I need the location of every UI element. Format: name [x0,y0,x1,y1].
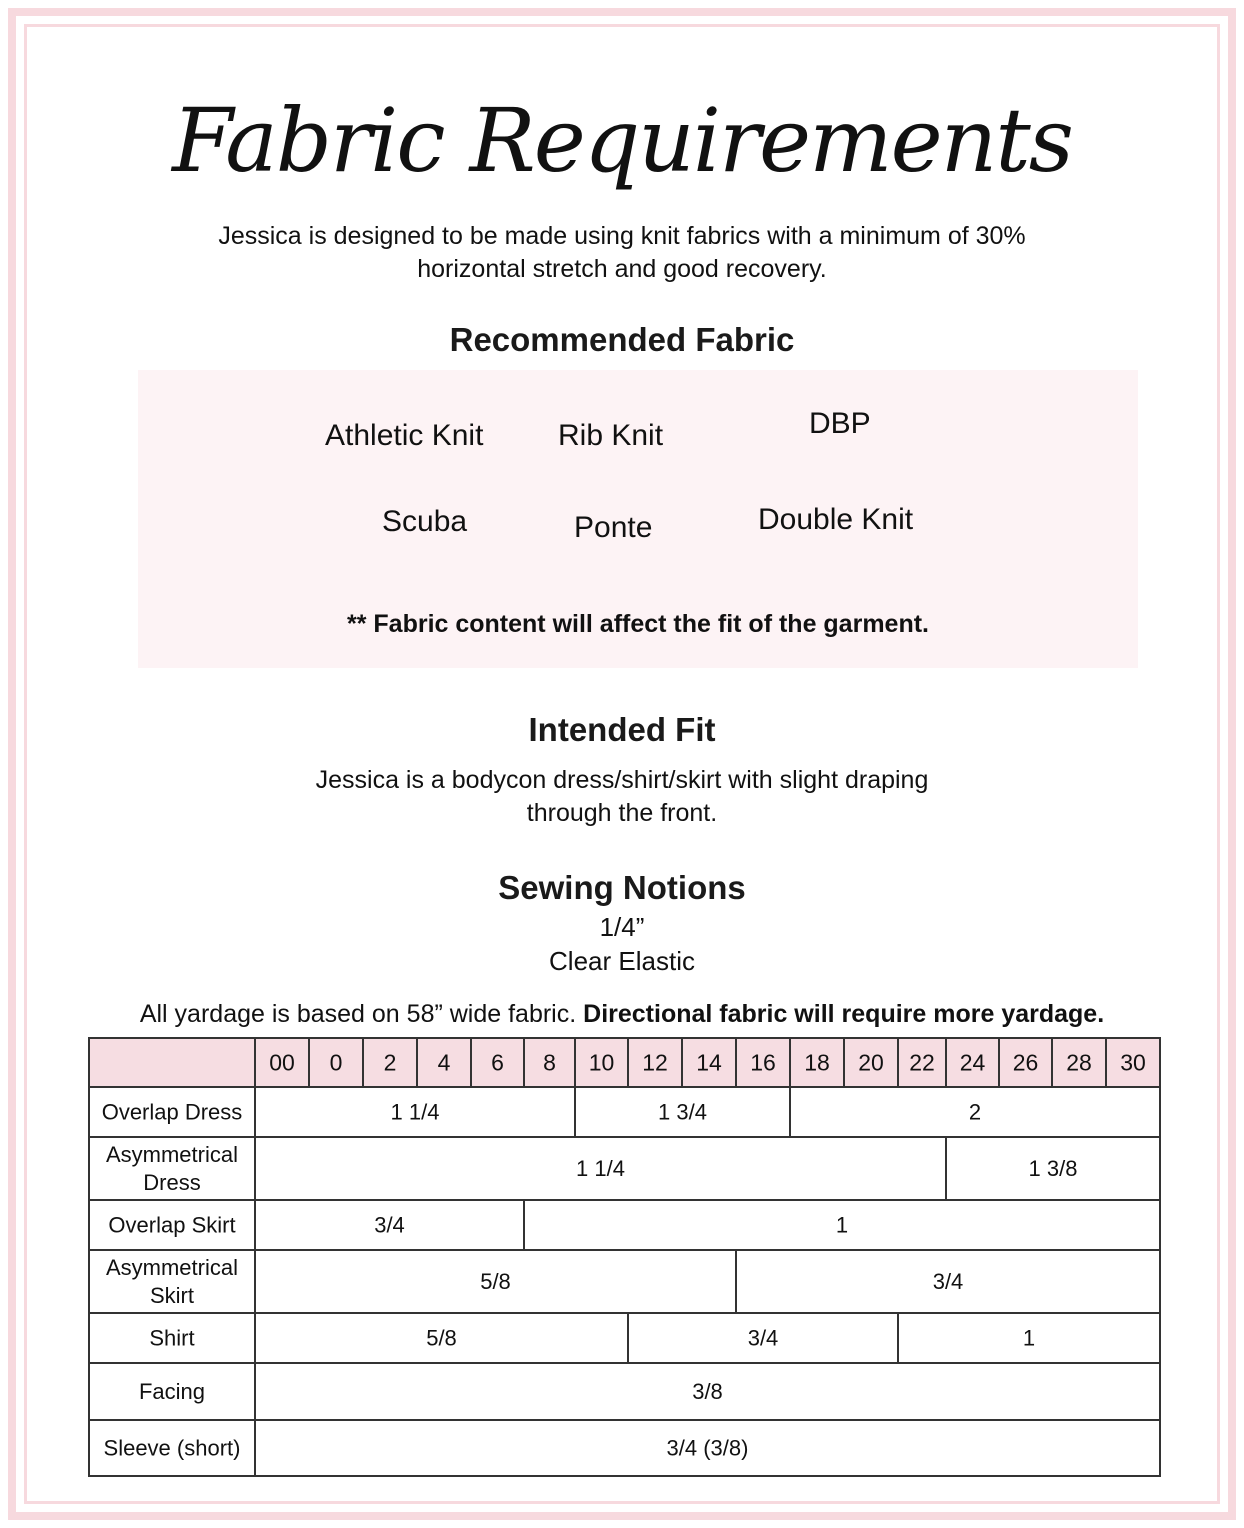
size-header-10: 10 [588,1049,615,1076]
sewing-notions-heading: Sewing Notions [498,869,746,906]
fabric-dbp: DBP [809,407,871,440]
fabric-athletic-knit: Athletic Knit [325,419,484,452]
recommended-heading: Recommended Fabric [449,321,795,358]
size-header-0: 0 [329,1049,343,1076]
page-title: Fabric Requirements [172,89,1072,192]
row-label: Asymmetrical [105,1255,239,1280]
notion-size: 1/4” [599,912,645,942]
yardage-cell: 1 [835,1212,849,1238]
size-header-4: 4 [437,1049,451,1076]
fabric-double-knit: Double Knit [758,503,914,536]
intended-fit-heading: Intended Fit [528,711,716,748]
yardage-cell: 1 3/4 [658,1099,707,1125]
fabric-ponte: Ponte [574,511,653,544]
fabric-rib-knit: Rib Knit [558,419,664,452]
row-label: Sleeve (short) [103,1435,241,1461]
intro-line-1: Jessica is designed to be made using knit fabrics with a minimum of 30% [218,222,1026,250]
intro-line-2: horizontal stretch and good recovery. [417,255,827,283]
size-header-26: 26 [1012,1049,1039,1076]
row-label: Skirt [150,1283,194,1308]
yardage-cell: 1 1/4 [390,1099,440,1125]
row-label: Dress [143,1170,201,1195]
size-header-8: 8 [543,1049,556,1076]
yardage-cell: 3/4 (3/8) [666,1435,749,1461]
size-header-6: 6 [491,1049,504,1076]
yardage-note-plain: All yardage is based on 58” wide fabric. [139,1000,584,1028]
yardage-cell: 3/4 [374,1212,405,1238]
size-header-16: 16 [750,1049,776,1076]
yardage-cell: 5/8 [480,1269,511,1294]
row-label: Facing [138,1379,206,1404]
yardage-note-bold: Directional fabric will require more yardage. [583,1000,1105,1028]
row-label: Asymmetrical [105,1142,239,1167]
size-header-22: 22 [909,1049,935,1076]
size-header-30: 30 [1120,1049,1146,1076]
yardage-cell: 2 [968,1099,982,1125]
fit-line-2: through the front. [526,799,718,827]
size-header-12: 12 [642,1049,668,1076]
yardage-cell: 3/4 [747,1325,779,1351]
notion-item: Clear Elastic [549,946,695,976]
fabric-content-note: ** Fabric content will affect the fit of the garment. [346,610,929,638]
size-header-20: 20 [858,1049,884,1076]
row-label: Overlap Skirt [108,1212,236,1238]
size-header-24: 24 [959,1049,986,1076]
yardage-cell: 1 [1022,1325,1036,1351]
fabric-scuba: Scuba [382,505,468,538]
fit-line-1: Jessica is a bodycon dress/shirt/skirt with slight draping [315,766,929,794]
yardage-cell: 3/8 [692,1379,723,1404]
row-label: Overlap Dress [101,1099,243,1125]
yardage-cell: 3/4 [932,1269,964,1294]
table-border [89,1038,1160,1476]
yardage-cell: 1 3/8 [1028,1156,1078,1181]
size-header-28: 28 [1066,1049,1092,1076]
yardage-cell: 5/8 [426,1325,457,1351]
yardage-cell: 1 1/4 [576,1156,625,1181]
size-header-14: 14 [696,1049,722,1076]
row-label: Shirt [149,1325,195,1351]
size-header-2: 2 [383,1049,397,1076]
size-header-18: 18 [804,1049,830,1076]
size-header-00: 00 [269,1049,295,1076]
